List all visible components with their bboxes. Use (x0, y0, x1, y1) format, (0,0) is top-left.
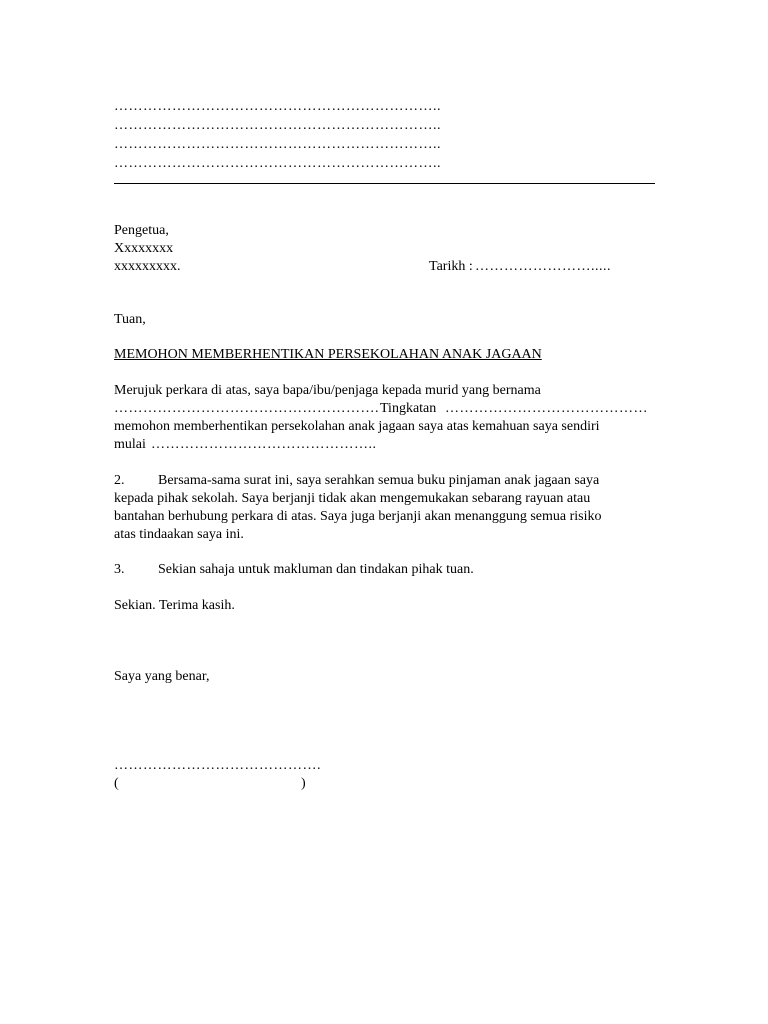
para1-mulai-label: mulai (114, 437, 146, 452)
para2-line1: Bersama-sama surat ini, saya serahkan semua buku pinjaman anak jagaan saya (158, 473, 600, 488)
header-rule (114, 183, 655, 184)
para1-line2-dots: ………………………………………………. (114, 401, 379, 416)
para3-text: Sekian sahaja untuk makluman dan tindakan pihak tuan. (158, 562, 474, 577)
para1-tingkatan-label: Tingkatan (380, 401, 437, 416)
para3-number: 3. (114, 562, 125, 577)
date-label: Tarikh : (429, 259, 473, 274)
recipient-title: Pengetua, (114, 223, 169, 238)
address-line-3: ………………………………………………………….. (114, 137, 441, 152)
address-line-1: ………………………………………………………….. (114, 99, 441, 114)
para1-line2-dots2: …………………………………… (445, 401, 648, 416)
salutation: Tuan, (114, 312, 146, 327)
para2-line2: kepada pihak sekolah. Saya berjanji tidak akan mengemukakan sebarang rayuan atau (114, 491, 591, 506)
para2-number: 2. (114, 473, 125, 488)
subject-heading: MEMOHON MEMBERHENTIKAN PERSEKOLAHAN ANAK JAGAAN (114, 347, 542, 362)
signature-close-paren: ) (301, 776, 306, 791)
address-line-4: ………………………………………………………….. (114, 156, 441, 171)
para1-line4-dots: ……………………………………….. (151, 437, 377, 452)
address-line-2: ………………………………………………………….. (114, 118, 441, 133)
recipient-place: xxxxxxxxx. (114, 259, 181, 274)
signoff-text: Saya yang benar, (114, 669, 210, 684)
date-value: ……………………..... (475, 259, 611, 274)
para2-line4: atas tindaakan saya ini. (114, 527, 244, 542)
recipient-name: Xxxxxxxx (114, 241, 174, 256)
signature-dots: ……………………………………. (114, 758, 321, 773)
para2-line3: bantahan berhubung perkara di atas. Saya juga berjanji akan menanggung semua risiko (114, 509, 602, 524)
closing-text: Sekian. Terima kasih. (114, 598, 235, 613)
para1-line1: Merujuk perkara di atas, saya bapa/ibu/penjaga kepada murid yang bernama (114, 383, 541, 398)
signature-open-paren: ( (114, 776, 119, 791)
para1-line3: memohon memberhentikan persekolahan anak jagaan saya atas kemahuan saya sendiri (114, 419, 600, 434)
